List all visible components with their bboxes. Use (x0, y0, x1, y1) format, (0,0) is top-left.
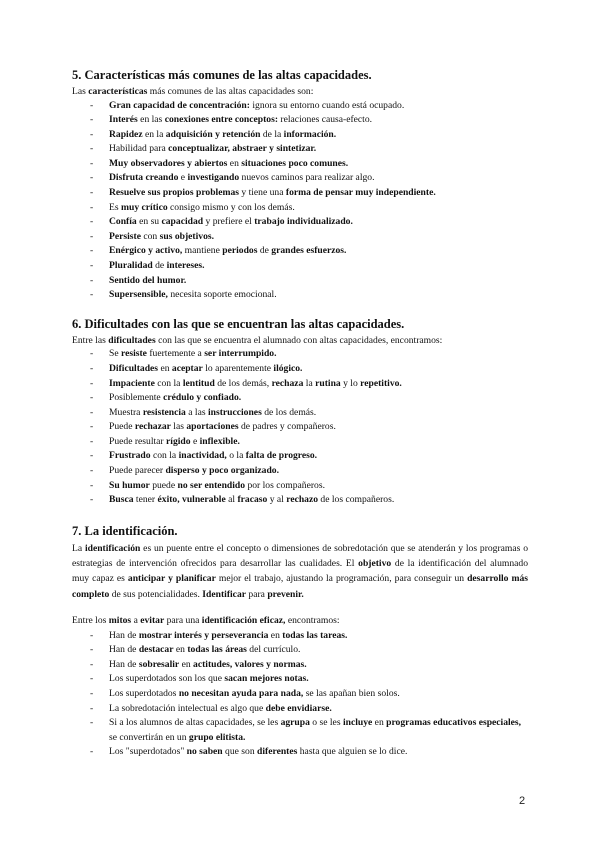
section-5-list (72, 99, 528, 303)
emphasis-text: Busca (109, 494, 134, 506)
emphasis-text: Resuelve sus propios problemas (109, 187, 239, 199)
emphasis-text: inactividad, (178, 450, 227, 462)
list-item: - Disfruta creando e investigando nuevos caminos para realizar algo. (72, 171, 528, 186)
emphasis-text: Muy observadores y abiertos (109, 157, 228, 169)
list-item: - Pluralidad de intereses. (72, 259, 528, 274)
emphasis-text: rutina (315, 377, 341, 389)
emphasis-text: aceptar (171, 362, 203, 374)
emphasis-text: agrupa (280, 717, 310, 729)
emphasis-text: Identificar (202, 588, 246, 600)
list-item: - Frustrado con la inactividad, o la falta de progreso. (72, 449, 528, 464)
section-7-title: 7. La identificación. (72, 523, 178, 538)
section-7-paragraph: La identificación es un puente entre el concepto o dimensiones de sobredotación que se atenderán y los programas o estrategias de intervención ofrecidos para desarrollar las cualidades. El objetivo de la identificación del alumnado muy capaz es anticipar y planificar mejor el trabajo, ajustando la programación, para conseguir un desarrollo más completo de sus potencialidades. Identificar para prevenir. (72, 542, 529, 600)
emphasis-text: Pluralidad (109, 260, 153, 272)
emphasis-text: Rapidez (109, 128, 143, 140)
list-item (72, 274, 528, 289)
emphasis-text: destacar (138, 644, 174, 656)
emphasis-text: éxito, vulnerable (157, 494, 226, 506)
list-item: - Muy observadores y abiertos en situaciones poco comunes. (72, 157, 528, 172)
emphasis-text: repetitivo. (360, 377, 402, 389)
section-5-intro: Las características más comunes de las altas capacidades son: (72, 86, 314, 97)
list-item: - Muestra resistencia a las instrucciones de los demás. (72, 406, 528, 421)
emphasis-text: identificación (84, 542, 141, 554)
list-item: - La sobredotación intelectual es algo que debe envidiarse. (72, 702, 528, 717)
list-item: - Resuelve sus propios problemas y tiene una forma de pensar muy independiente. (72, 186, 528, 201)
section-6-intro: Entre las dificultades con las que se encuentra el alumnado con altas capacidades, encontramos: (72, 334, 443, 346)
emphasis-text: rechaza (271, 377, 304, 389)
section-6-list (72, 347, 528, 508)
emphasis-text: Supersensible, (109, 289, 168, 301)
emphasis-text: resistencia (142, 406, 186, 418)
list-item: - Busca tener éxito, vulnerable al fracaso y al rechazo de los compañeros. (72, 493, 528, 508)
list-item: - Rapidez en la adquisición y retención de la información. (72, 128, 528, 143)
emphasis-text: desarrollo más completo (72, 573, 529, 600)
list-item: - Impaciente con la lentitud de los demás, rechaza la rutina y lo repetitivo. (72, 377, 528, 392)
emphasis-text: forma de pensar muy independiente. (285, 187, 436, 199)
page-content (72, 68, 528, 760)
emphasis-text: Gran capacidad de concentración: (109, 99, 250, 111)
list-item: - Los "superdotados" no saben que son diferentes hasta que alguien se lo dice. (72, 745, 528, 760)
list-item: - Han de mostrar interés y perseverancia en todas las tareas. (72, 629, 528, 644)
list-item: - Es muy crítico consigo mismo y con los demás. (72, 201, 528, 216)
emphasis-text: rechazo (286, 494, 319, 506)
emphasis-text: identificación eficaz, (201, 615, 286, 627)
emphasis-text: investigando (187, 172, 240, 184)
emphasis-text: falta de progreso. (245, 450, 318, 462)
emphasis-text: actitudes, valores y normas. (193, 658, 307, 670)
emphasis-text: fracaso (237, 494, 268, 506)
emphasis-text: Confía (109, 216, 137, 228)
emphasis-text: incluye (342, 717, 373, 729)
emphasis-text: crédulo y confiado. (163, 392, 242, 404)
emphasis-text: instrucciones (207, 406, 262, 418)
emphasis-text: Enérgico y activo, (109, 245, 183, 257)
emphasis-text: Frustrado (109, 450, 151, 462)
emphasis-text: todas las áreas (187, 644, 247, 656)
emphasis-text: no necesitan ayuda para nada, (178, 687, 304, 699)
emphasis-text: Interés (109, 114, 138, 126)
section-characteristics (72, 68, 528, 303)
emphasis-text: resiste (121, 348, 147, 360)
emphasis-text: mitos (108, 615, 132, 627)
emphasis-text: lentitud (182, 377, 215, 389)
section-6-title: 6. Dificultades con las que se encuentran las altas capacidades. (72, 316, 405, 331)
list-item: - Han de destacar en todas las áreas del currículo. (72, 643, 528, 658)
section-7-intro: Entre los mitos a evitar para una identificación eficaz, encontramos: (72, 615, 340, 627)
emphasis-text: mostrar interés y perseverancia (138, 629, 269, 641)
emphasis-text: situaciones poco comunes. (241, 157, 349, 169)
emphasis-text: grupo elitista. (188, 731, 246, 743)
section-identification (72, 524, 528, 760)
list-item: - Habilidad para conceptualizar, abstraer y sintetizar. (72, 142, 528, 157)
list-item: - Dificultades en aceptar lo aparentemente ilógico. (72, 362, 528, 377)
emphasis-text: no ser entendido (177, 479, 246, 491)
list-item: - Interés en las conexiones entre conceptos: relaciones causa-efecto. (72, 113, 528, 128)
emphasis-text: disperso y poco organizado. (165, 465, 280, 477)
emphasis-text: capacidad (161, 216, 204, 228)
list-item: - Los superdotados no necesitan ayuda para nada, se las apañan bien solos. (72, 687, 528, 702)
list-item: - Confía en su capacidad y prefiere el trabajo individualizado. (72, 215, 528, 230)
emphasis-text: Impaciente (109, 377, 155, 389)
emphasis-text: debe envidiarse. (265, 702, 332, 714)
emphasis-text: dificultades (108, 334, 156, 346)
emphasis-text: aportaciones (186, 421, 239, 433)
emphasis-text: Dificultades (109, 362, 159, 374)
list-item: - Supersensible, necesita soporte emocional. (72, 288, 528, 303)
list-item: - Posiblemente crédulo y confiado. (72, 391, 528, 406)
emphasis-text: ser interrumpido. (204, 348, 277, 360)
list-item: - Se resiste fuertemente a ser interrumpido. (72, 347, 528, 362)
emphasis-text: objetivo (358, 558, 392, 570)
emphasis-text: Sentido del humor. (109, 274, 187, 286)
emphasis-text: conceptualizar, abstraer y sintetizar. (168, 143, 317, 155)
emphasis-text: sobresalir (138, 658, 180, 670)
emphasis-text: intereses. (166, 260, 205, 272)
emphasis-text: periodos (222, 245, 258, 257)
list-item: - Gran capacidad de concentración: ignora su entorno cuando está ocupado. (72, 99, 528, 114)
emphasis-text: adquisición y retención (165, 128, 261, 140)
emphasis-text: diferentes (257, 746, 298, 758)
list-item: - Puede parecer disperso y poco organizado. (72, 464, 528, 479)
emphasis-text: programas educativos especiales, (386, 717, 522, 729)
emphasis-text: Disfruta creando (109, 172, 179, 184)
list-item: - Puede resultar rígido e inflexible. (72, 435, 528, 450)
section-7-list (72, 629, 528, 760)
emphasis-text: rechazar (134, 421, 171, 433)
list-item: - Los superdotados son los que sacan mejores notas. (72, 672, 528, 687)
emphasis-text: todas las tareas. (282, 629, 348, 641)
emphasis-text: inflexible. (199, 435, 240, 447)
emphasis-text: anticipar y planificar (127, 573, 216, 585)
emphasis-text: muy crítico (121, 201, 168, 213)
emphasis-text: no saben (186, 746, 223, 758)
emphasis-text: prevenir. (267, 588, 304, 600)
emphasis-text: evitar (140, 615, 165, 627)
emphasis-text: sus objetivos. (159, 230, 214, 242)
section-difficulties (72, 317, 528, 508)
emphasis-text: grandes esfuerzos. (271, 245, 347, 257)
list-item: - Si a los alumnos de altas capacidades, se les agrupa o se les incluye en programas educativos especiales, se convertirán en un grupo elitista. (72, 716, 528, 745)
list-item: - Enérgico y activo, mantiene periodos de grandes esfuerzos. (72, 244, 528, 259)
list-item: - Su humor puede no ser entendido por los compañeros. (72, 479, 528, 494)
emphasis-text: rígido (166, 435, 191, 447)
list-item: - Han de sobresalir en actitudes, valores y normas. (72, 658, 528, 673)
emphasis-text: conexiones entre conceptos: (164, 114, 279, 126)
emphasis-text: características (88, 86, 148, 97)
emphasis-text: Su humor (109, 479, 150, 491)
list-item: - Persiste con sus objetivos. (72, 230, 528, 245)
page-number: 2 (519, 795, 526, 807)
emphasis-text: ilógico. (273, 362, 303, 374)
emphasis-text: información. (283, 128, 337, 140)
emphasis-text: sacan mejores notas. (224, 673, 309, 685)
list-item: - Puede rechazar las aportaciones de padres y compañeros. (72, 420, 528, 435)
emphasis-text: Persiste (109, 230, 141, 242)
emphasis-text: trabajo individualizado. (254, 216, 353, 228)
section-5-title: 5. Características más comunes de las altas capacidades. (72, 68, 372, 82)
